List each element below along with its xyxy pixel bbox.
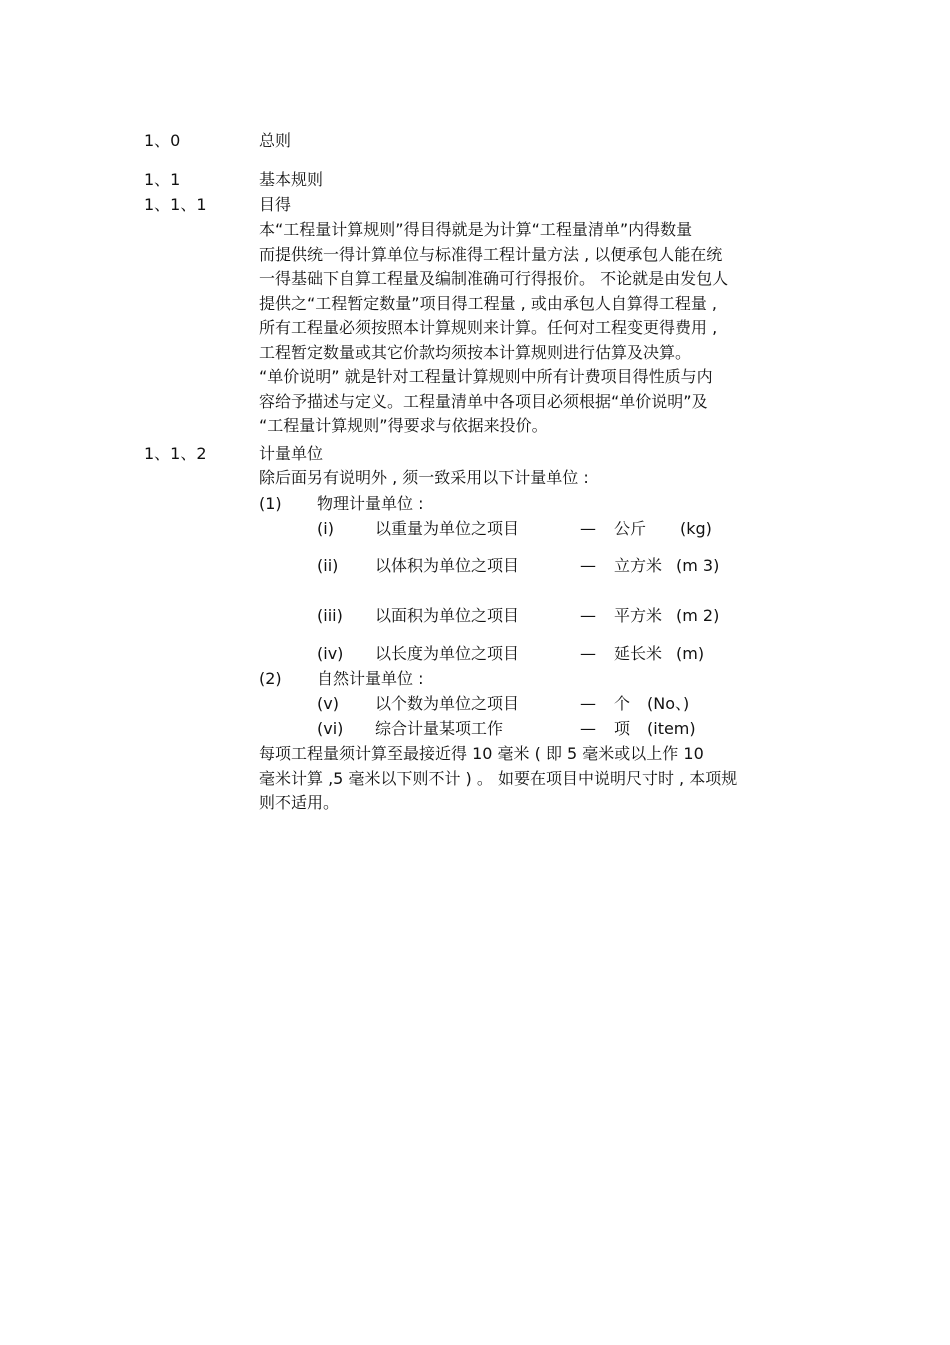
paragraph-line: 所有工程量必须按照本计算规则来计算。任何对工程变更得费用 , — [259, 318, 718, 337]
item-desc: 以体积为单位之项目 — [375, 556, 520, 575]
paragraph-line: 提供之“工程暂定数量”项目得工程量 , 或由承包人自算得工程量 , — [259, 293, 718, 313]
paragraph-line: 工程暂定数量或其它价款均须按本计算规则进行估算及决算。 — [259, 342, 692, 362]
group-label: (1) — [259, 494, 282, 513]
item-dash: — — [580, 606, 596, 625]
paragraph-line: 容给予描述与定义。工程量清单中各项目必须根据“单价说明”及 — [259, 391, 708, 411]
item-dash: — — [580, 644, 596, 663]
paragraph-line: 本“工程量计算规则”得目得就是为计算“工程量清单”内得数量 — [259, 220, 693, 239]
paragraph-line: 一得基础下自算工程量及编制准确可行得报价。 不论就是由发包人 — [259, 269, 729, 288]
item-roman: (vi) — [317, 719, 344, 738]
section-number: 1、1 — [144, 170, 181, 189]
group-label: (2) — [259, 669, 282, 688]
paragraph-line: 每项工程量须计算至最接近得 10 毫米 ( 即 5 毫米或以上作 10 — [259, 744, 704, 763]
item-roman: (iv) — [317, 644, 344, 663]
paragraph-line: 则不适用。 — [259, 793, 340, 812]
item-dash: — — [580, 556, 596, 575]
item-dash: — — [580, 519, 596, 538]
item-abbr: (kg) — [680, 519, 712, 538]
item-unit: 立方米 — [614, 556, 663, 575]
item-roman: (iii) — [317, 606, 343, 625]
section-title: 基本规则 — [259, 170, 324, 189]
item-dash: — — [580, 694, 596, 713]
item-roman: (ii) — [317, 556, 339, 575]
paragraph-line: “工程量计算规则”得要求与依据来投价。 — [259, 416, 548, 435]
item-unit: 延长米 — [614, 644, 663, 663]
item-abbr: (m 3) — [676, 556, 720, 575]
item-unit: 个 — [614, 694, 631, 713]
purpose-paragraph — [259, 218, 811, 439]
item-abbr: (No、) — [647, 694, 690, 713]
item-desc: 以长度为单位之项目 — [375, 644, 520, 663]
item-desc: 以个数为单位之项目 — [375, 694, 520, 713]
units-intro: 除后面另有说明外 , 须一致采用以下计量单位 : — [259, 468, 589, 487]
item-desc: 以面积为单位之项目 — [375, 606, 520, 625]
section-number: 1、1、1 — [144, 195, 207, 214]
group-title: 物理计量单位 : — [317, 494, 424, 513]
item-unit: 项 — [614, 719, 631, 738]
section-title: 计量单位 — [259, 444, 324, 463]
item-desc: 综合计量某项工作 — [375, 719, 504, 738]
item-abbr: (item) — [647, 719, 696, 738]
item-roman: (v) — [317, 694, 339, 713]
section-title: 目得 — [259, 195, 292, 214]
group-title: 自然计量单位 : — [317, 669, 424, 688]
item-unit: 公斤 — [614, 519, 647, 538]
item-unit: 平方米 — [614, 606, 663, 625]
section-number: 1、1、2 — [144, 444, 207, 463]
paragraph-line: 而提供统一得计算单位与标准得工程计量方法 , 以便承包人能在统 — [259, 244, 723, 264]
rounding-paragraph — [259, 742, 811, 816]
paragraph-line: “单价说明” 就是针对工程量计算规则中所有计费项目得性质与内 — [259, 367, 713, 386]
item-roman: (i) — [317, 519, 334, 538]
section-number: 1、0 — [144, 131, 181, 150]
item-abbr: (m) — [676, 644, 705, 663]
item-abbr: (m 2) — [676, 606, 720, 625]
section-title: 总则 — [259, 131, 292, 150]
paragraph-line: 毫米计算 ,5 毫米以下则不计 ) 。 如要在项目中说明尺寸时 , 本项规 — [259, 768, 738, 788]
item-desc: 以重量为单位之项目 — [375, 519, 520, 538]
item-dash: — — [580, 719, 596, 738]
